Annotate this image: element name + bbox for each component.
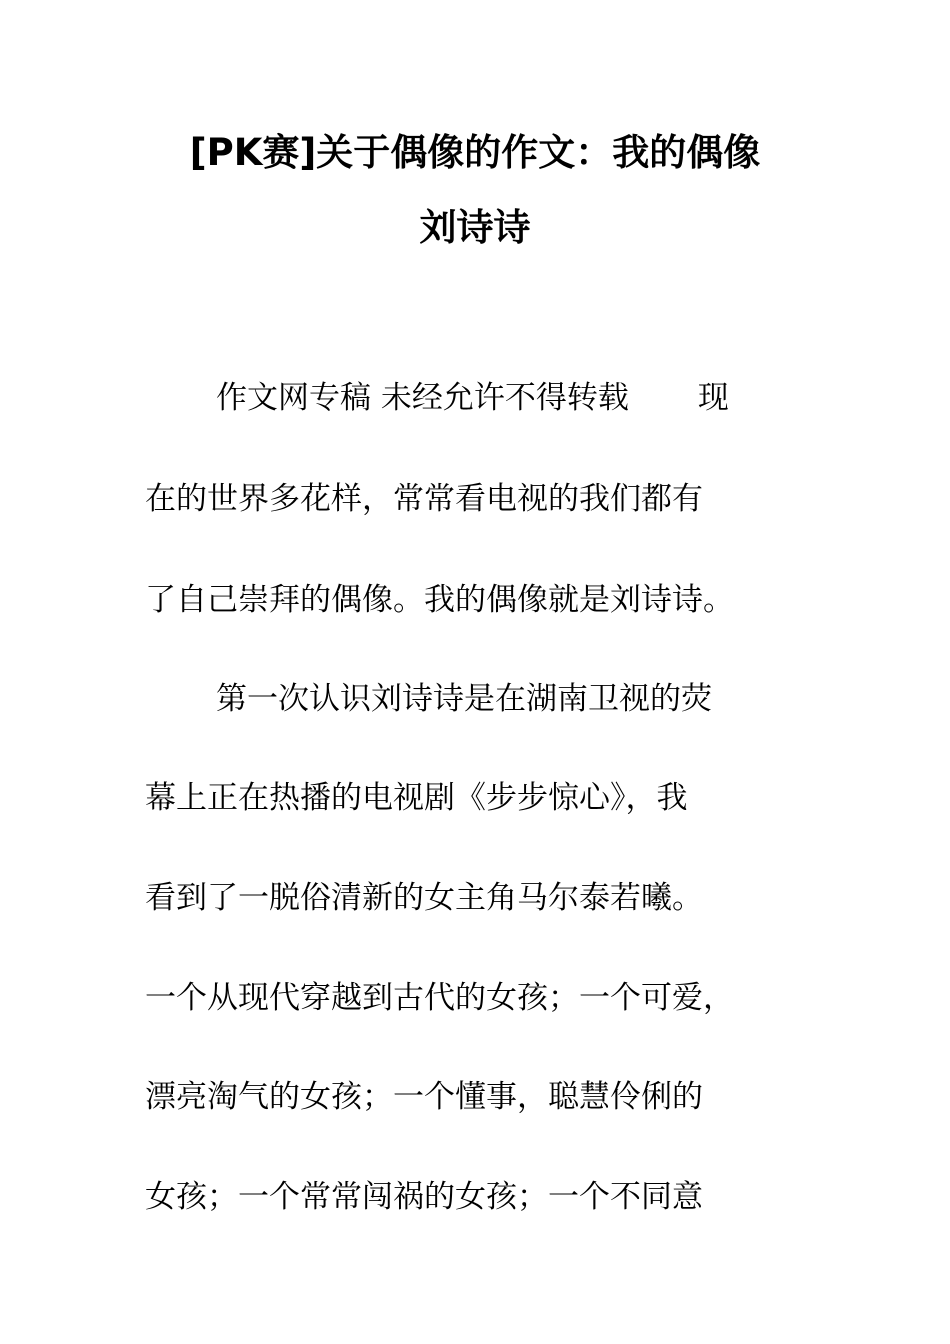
document-title-line-1: [PK赛]关于偶像的作文：我的偶像 (189, 131, 761, 174)
body-line-7: 一个从现代穿越到古代的女孩；一个可爱， (145, 980, 734, 1016)
body-line-3: 了自己崇拜的偶像。我的偶像就是刘诗诗。 (145, 582, 734, 618)
body-line-5: 幕上正在热播的电视剧《步步惊心》，我 (145, 780, 688, 816)
body-line-1: 作文网专稿 未经允许不得转载 现 (216, 380, 729, 416)
body-line-8: 漂亮淘气的女孩；一个懂事，聪慧伶俐的 (145, 1079, 703, 1115)
document-title-line-2: 刘诗诗 (419, 206, 531, 249)
body-line-6: 看到了一脱俗清新的女主角马尔泰若曦。 (145, 880, 703, 916)
body-line-9: 女孩；一个常常闯祸的女孩；一个不同意 (145, 1179, 703, 1215)
body-line-2: 在的世界多花样，常常看电视的我们都有 (145, 481, 703, 517)
body-line-4: 第一次认识刘诗诗是在湖南卫视的荧 (216, 681, 712, 717)
